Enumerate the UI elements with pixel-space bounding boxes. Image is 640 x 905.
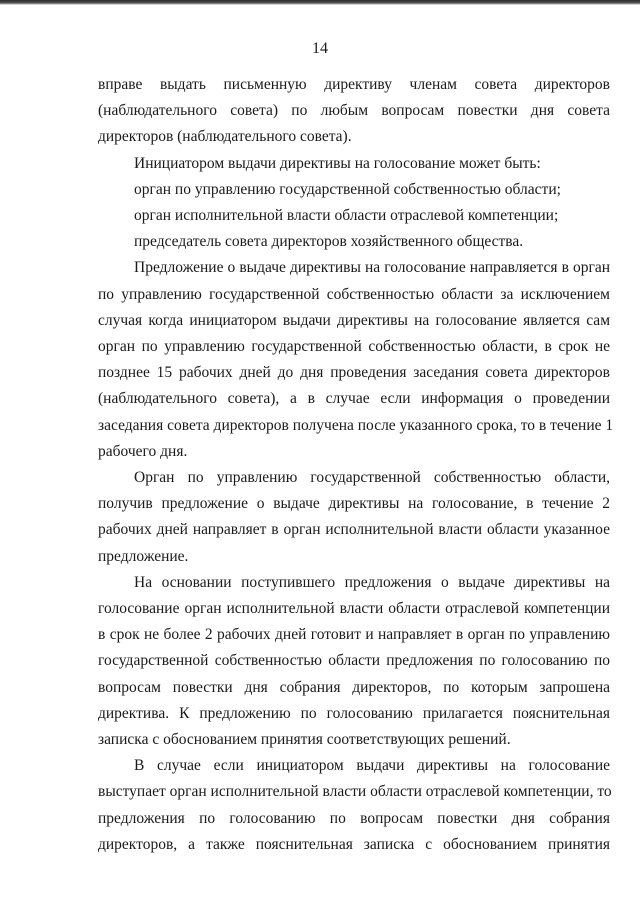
text-line: (наблюдательного совета) по любым вопросам повестки дня совета — [98, 102, 610, 120]
text-line: государственной собственностью области предложения по голосованию по — [98, 652, 610, 670]
paragraph — [98, 255, 614, 465]
text-line: вправе выдать письменную директиву членам совета директоров — [98, 76, 610, 93]
paragraph — [98, 151, 610, 177]
text-line: голосование орган исполнительной власти области отраслевой компетенции — [98, 600, 610, 618]
text-line: в срок не более 2 рабочих дней готовит и направляет в орган по управлению — [98, 626, 610, 644]
text-line: директоров, а также пояснительная записка с обоснованием принятия — [98, 835, 610, 853]
document-body — [98, 72, 614, 858]
text-line: орган по управлению государственной собственностью области, в срок не — [98, 338, 610, 356]
text-line: получив предложение о выдаче директивы на голосование, в течение 2 — [98, 495, 610, 513]
text-line: директива. К предложению по голосованию прилагается пояснительная — [98, 704, 610, 722]
text-line: орган исполнительной власти области отраслевой компетенции; — [134, 207, 559, 225]
text-line: выступает орган исполнительной власти области отраслевой компетенции, то — [98, 783, 612, 801]
text-line: Предложение о выдаче директивы на голосование направляется в орган — [134, 259, 610, 277]
scan-top-edge — [0, 0, 640, 5]
paragraph — [98, 753, 610, 858]
page-number: 14 — [312, 40, 328, 57]
text-line: рабочего дня. — [98, 442, 188, 460]
text-line: председатель совета директоров хозяйственного общества. — [134, 233, 524, 251]
text-line: записка с обоснованием принятия соответствующих решений. — [98, 731, 511, 749]
text-line: случая когда инициатором выдачи директивы на голосование является сам — [98, 311, 610, 329]
paragraph — [98, 203, 610, 229]
paragraph — [98, 72, 610, 151]
text-line: вопросам повестки дня собрания директоров, по которым запрошена — [98, 678, 610, 696]
text-line: позднее 15 рабочих дней до дня проведения заседания совета директоров — [98, 364, 610, 382]
paragraph — [98, 465, 610, 570]
text-line: рабочих дней направляет в орган исполнительной власти области указанное — [98, 521, 610, 539]
text-line: На основании поступившего предложения о выдаче директивы на — [134, 573, 610, 591]
text-line: Орган по управлению государственной собственностью области, — [134, 469, 610, 487]
text-line: директоров (наблюдательного совета). — [98, 128, 352, 146]
text-line: Инициатором выдачи директивы на голосование может быть: — [134, 154, 541, 172]
paragraph — [98, 570, 610, 753]
text-line: заседания совета директоров получена после указанного срока, то в течение 1 — [98, 416, 614, 434]
text-line: предложения по голосованию по вопросам повестки дня собрания — [98, 809, 610, 827]
paragraph — [98, 177, 610, 203]
text-line: по управлению государственной собственностью области за исключением — [98, 285, 610, 303]
text-line: (наблюдательного совета), а в случае если информация о проведении — [98, 390, 610, 408]
text-line: В случае если инициатором выдачи директивы на голосование — [134, 757, 610, 775]
text-line: предложение. — [98, 547, 189, 565]
paragraph — [98, 229, 610, 255]
text-line: орган по управлению государственной собственностью области; — [134, 180, 561, 198]
